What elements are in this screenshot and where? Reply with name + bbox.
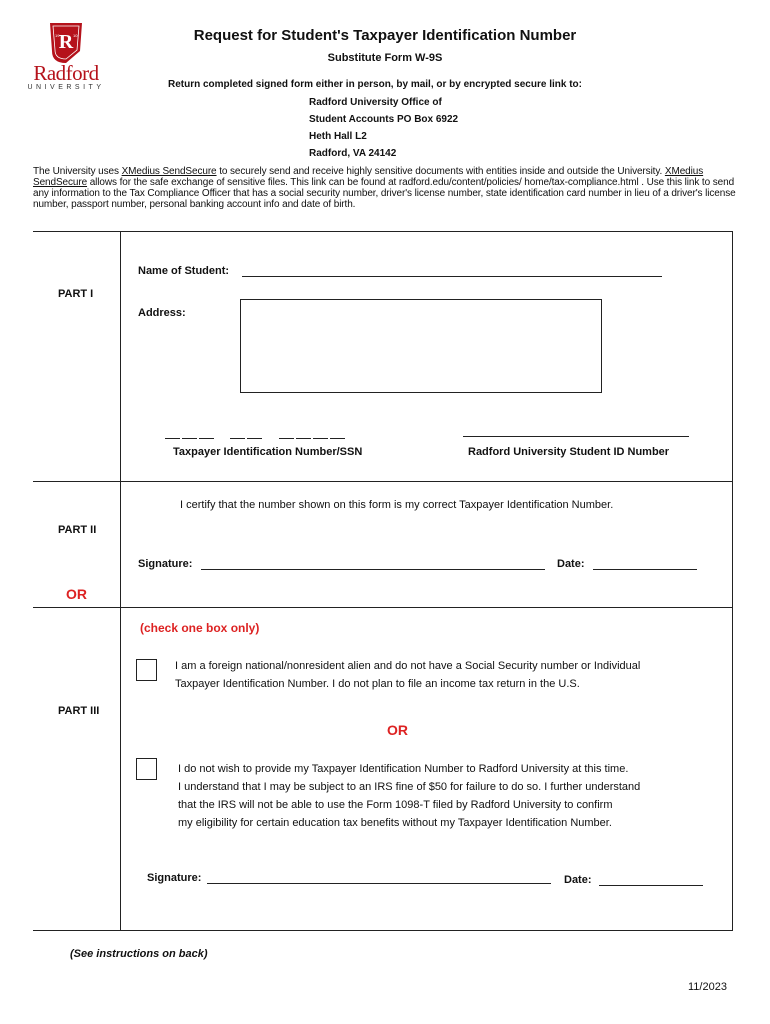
xmedius-link[interactable]: XMedius SendSecure — [33, 166, 704, 188]
intro-text: The University uses — [33, 166, 122, 177]
svg-text:R: R — [58, 31, 74, 53]
revision-date: 11/2023 — [688, 981, 727, 993]
intro-paragraph — [33, 166, 743, 210]
address-line-1: Radford University Office of — [309, 97, 442, 108]
signature-field[interactable] — [201, 559, 545, 570]
date-label: Date: — [557, 558, 585, 570]
right-border — [732, 231, 733, 930]
option1-line: I am a foreign national/nonresident alien and do not have a Social Security number or Individual — [175, 660, 641, 672]
student-name-field[interactable] — [242, 266, 662, 277]
ssn-field[interactable] — [165, 426, 345, 444]
page-title: Request for Student's Taxpayer Identification Number — [193, 27, 577, 44]
option2-text — [178, 760, 640, 832]
logo-wordmark: Radford — [33, 61, 99, 85]
tin-label: Taxpayer Identification Number/SSN — [173, 446, 363, 458]
divider — [33, 231, 733, 232]
address-line-4: Radford, VA 24142 — [309, 148, 397, 159]
return-instructions: Return completed signed form either in person, by mail, or by encrypted secure link to: — [168, 79, 582, 90]
form-subtitle: Substitute Form W-9S — [327, 52, 443, 64]
or-separator: OR — [66, 586, 87, 602]
address-label: Address: — [138, 307, 186, 319]
divider — [33, 930, 733, 931]
address-line-3: Heth Hall L2 — [309, 131, 367, 142]
option2-line: I do not wish to provide my Taxpayer Identification Number to Radford University at this time. — [178, 763, 629, 775]
check-one-instruction: (check one box only) — [140, 621, 260, 635]
option1-text — [175, 657, 640, 693]
intro-text: allows for the safe exchange of sensitive files. This link can be found at radford.edu/content/policies/ home/tax-compliance.html . Use this link to send any information to the Tax Compliance Officer that has a social security number, driver's license number, state identification card number in lieu of a driver's license number, passport number, personal banking account info and date of birth. — [33, 177, 736, 210]
option2-line: my eligibility for certain education tax benefits without my Taxpayer Identification Number. — [178, 817, 612, 829]
decline-tin-checkbox[interactable] — [136, 758, 157, 780]
logo-subtext: UNIVERSITY — [27, 84, 105, 91]
signature-label: Signature: — [147, 872, 202, 884]
divider — [33, 607, 733, 608]
certify-statement: I certify that the number shown on this form is my correct Taxpayer Identification Number. — [180, 499, 614, 511]
address-line-2: Student Accounts PO Box 6922 — [309, 114, 459, 125]
signature-field[interactable] — [207, 873, 551, 884]
date-label: Date: — [564, 874, 592, 886]
date-field[interactable] — [599, 875, 703, 886]
foreign-national-checkbox[interactable] — [136, 659, 157, 681]
option1-line: Taxpayer Identification Number. I do not plan to file an income tax return in the U.S. — [175, 678, 580, 690]
part3-label: PART III — [58, 705, 100, 717]
student-id-label: Radford University Student ID Number — [468, 446, 670, 458]
address-field[interactable] — [240, 299, 602, 393]
student-id-field[interactable] — [463, 426, 689, 437]
student-name-label: Name of Student: — [138, 265, 230, 277]
or-separator: OR — [387, 722, 408, 738]
part2-label: PART II — [58, 524, 97, 536]
divider — [33, 481, 733, 482]
signature-label: Signature: — [138, 558, 193, 570]
option2-line: that the IRS will not be able to use the Form 1098-T filed by Radford University to confirm — [178, 799, 613, 811]
instructions-note: (See instructions on back) — [70, 948, 208, 960]
option2-line: I understand that I may be subject to an IRS fine of $50 for failure to do so. I further understand — [178, 781, 641, 793]
svg-text:10: 10 — [73, 33, 78, 38]
intro-text: to securely send and receive highly sensitive documents with entities inside and outside the University. — [216, 166, 665, 177]
date-field[interactable] — [593, 559, 697, 570]
column-divider — [120, 231, 121, 930]
xmedius-link[interactable]: XMedius SendSecure — [121, 166, 217, 177]
part1-label: PART I — [58, 288, 94, 300]
svg-text:19: 19 — [55, 33, 60, 38]
